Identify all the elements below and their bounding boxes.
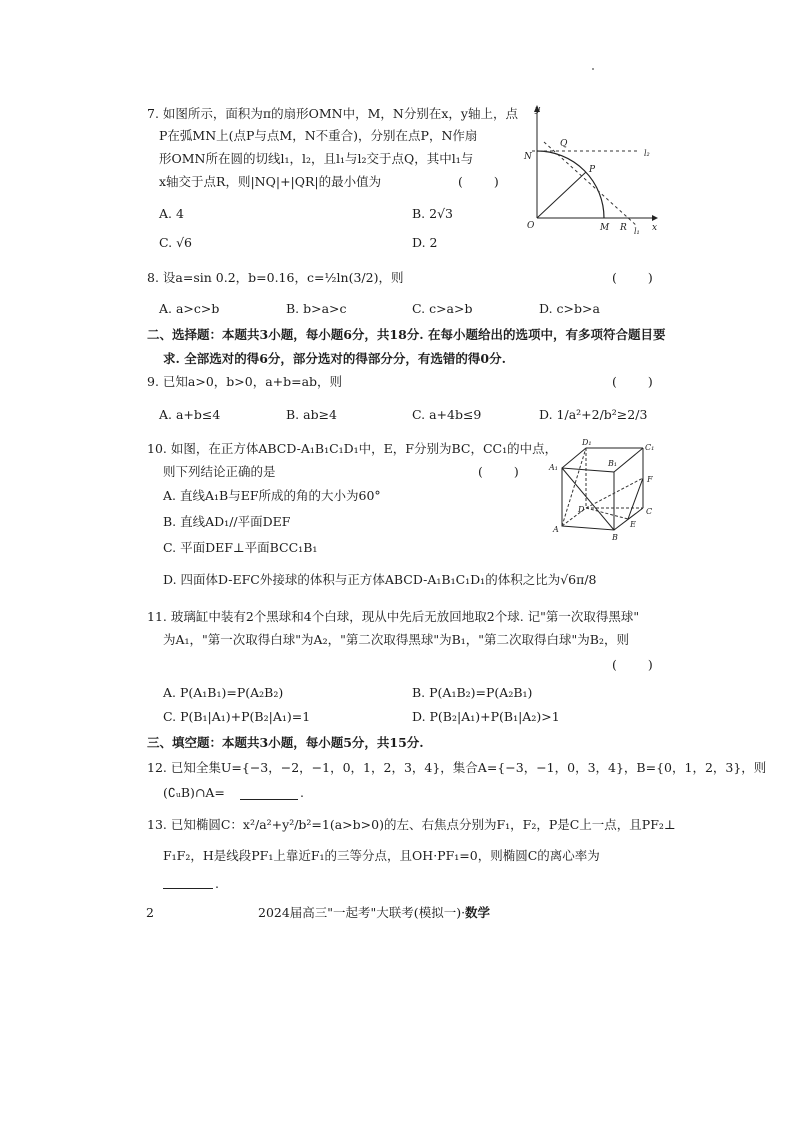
scan-speck: [592, 68, 594, 70]
q7-sector-figure: [510, 100, 660, 235]
q7-option-a: A. 4: [159, 206, 184, 221]
q8-option-d: D. c>b>a: [539, 301, 600, 316]
label-b: B: [612, 533, 618, 542]
q9-option-d: D. 1/a²+2/b²≥2/3: [539, 407, 648, 422]
q10-option-b: B. 直线AD₁//平面DEF: [163, 514, 291, 529]
x-axis-arrow: [652, 215, 658, 221]
q11-option-d: D. P(B₂|A₁)+P(B₁|A₂)>1: [412, 709, 560, 724]
q11-option-c: C. P(B₁|A₁)+P(B₂|A₁)=1: [163, 709, 311, 724]
q12-period: .: [300, 785, 304, 800]
q13-line-1: 13. 已知椭圆C：x²/a²+y²/b²=1(a>b>0)的左、右焦点分别为F₁，F₂，P是C上一点，且PF₂⊥: [147, 817, 676, 832]
q8-option-b: B. b>a>c: [286, 301, 347, 316]
line-a1b: [562, 468, 614, 530]
q11-option-b: B. P(A₁B₂)=P(A₂B₁): [412, 685, 533, 700]
q10-line-2: 则下列结论正确的是: [163, 464, 276, 479]
q9-option-a: A. a+b≤4: [159, 407, 221, 422]
q10-answer-paren: ( ): [478, 464, 521, 479]
q9-answer-paren: ( ): [612, 374, 655, 389]
q7-option-c: C. √6: [159, 235, 192, 250]
label-q: Q: [560, 139, 568, 149]
section-2-heading-line-1: 二、选择题：本题共3小题，每小题6分，共18分. 在每小题给出的选项中，有多项符合题目要: [147, 327, 666, 342]
q13-line-2: F₁F₂，H是线段PF₁上靠近F₁的三等分点，且OH·PF₁=0，则椭圆C的离心率为: [163, 848, 600, 863]
page-number: 2: [146, 905, 154, 920]
q13-answer-blank[interactable]: [163, 874, 213, 889]
q7-line-1: 7. 如图所示，面积为π的扇形OMN中，M，N分别在x，y轴上，点: [147, 106, 518, 121]
q8-option-a: A. a>c>b: [159, 301, 220, 316]
label-p: P: [589, 165, 596, 175]
label-b1: B₁: [608, 459, 618, 468]
label-m: M: [600, 223, 610, 233]
q11-option-a: A. P(A₁B₁)=P(A₂B₂): [163, 685, 284, 700]
q8-stem: 8. 设a=sin 0.2，b=0.16，c=½ln(3/2)，则: [147, 270, 404, 285]
section-3-heading: 三、填空题：本题共3小题，每小题5分，共15分.: [147, 735, 424, 750]
q10-option-a: A. 直线A₁B与EF所成的角的大小为60°: [163, 488, 381, 503]
footer-subject: 数学: [465, 905, 491, 920]
q9-stem: 9. 已知a>0，b>0，a+b=ab，则: [147, 374, 343, 389]
q10-option-d: D. 四面体D-EFC外接球的体积与正方体ABCD-A₁B₁C₁D₁的体积之比为√6π/8: [163, 572, 597, 587]
q7-option-d: D. 2: [412, 235, 438, 250]
q7-line-2: P在弧MN上(点P与点M，N不重合)，分别在点P，N作扇: [159, 128, 478, 143]
line-de-hidden: [586, 508, 628, 519]
q12-line-1: 12. 已知全集U={−3，−2，−1，0，1，2，3，4}，集合A={−3，−1，0，3，4}，B={0，1，2，3}，则: [147, 760, 767, 775]
label-d: D: [578, 505, 585, 514]
label-a1: A₁: [549, 463, 558, 472]
tangent-l1: [544, 142, 637, 226]
label-c1: C₁: [645, 443, 655, 452]
q10-cube-figure: [548, 436, 668, 542]
segment-op: [537, 172, 586, 218]
footer-title: [258, 905, 490, 921]
q12-answer-blank[interactable]: [240, 785, 298, 800]
q11-line-1: 11. 玻璃缸中装有2个黑球和4个白球，现从中先后无放回地取2个球. 记"第一次取得黑球": [147, 609, 640, 624]
q9-option-c: C. a+4b≤9: [412, 407, 482, 422]
q13-period: .: [215, 876, 219, 891]
label-c: C: [646, 507, 653, 516]
line-ad1-hidden: [562, 448, 586, 526]
label-a: A: [553, 525, 559, 534]
label-n: N: [524, 152, 532, 162]
q8-answer-paren: ( ): [612, 270, 655, 285]
label-x: x: [652, 223, 658, 233]
q10-option-c: C. 平面DEF⊥平面BCC₁B₁: [163, 540, 318, 555]
q11-line-2: 为A₁，"第一次取得白球"为A₂，"第二次取得黑球"为B₁，"第二次取得白球"为B₂，则: [163, 632, 629, 647]
q7-option-b: B. 2√3: [412, 206, 454, 221]
label-l2: l₂: [644, 149, 650, 158]
label-r: R: [620, 223, 627, 233]
label-l1: l₁: [634, 227, 640, 235]
q7-answer-paren: ( ): [458, 174, 501, 189]
q11-answer-paren: ( ): [612, 657, 655, 672]
q10-line-1: 10. 如图，在正方体ABCD-A₁B₁C₁D₁中，E，F分别为BC，CC₁的中点，: [147, 441, 558, 456]
edge-c1b1: [614, 448, 643, 472]
q7-line-4: x轴交于点R，则|NQ|+|QR|的最小值为: [159, 174, 382, 189]
q7-line-3: 形OMN所在圆的切线l₁，l₂，且l₁与l₂交于点Q，其中l₁与: [159, 151, 474, 166]
q8-option-c: C. c>a>b: [412, 301, 473, 316]
footer-title-text: 2024届高三"一起考"大联考(模拟一)·: [258, 905, 466, 920]
label-d1: D₁: [582, 438, 592, 447]
label-y: y: [535, 105, 541, 115]
q9-option-b: B. ab≥4: [286, 407, 338, 422]
q12-line-2: (∁ᵤB)∩A=: [163, 785, 225, 800]
section-2-heading-line-2: 求. 全部选对的得6分，部分选对的得部分分，有选错的得0分.: [163, 351, 506, 366]
label-e: E: [630, 520, 636, 529]
label-f: F: [647, 475, 653, 484]
label-o: O: [527, 221, 535, 231]
